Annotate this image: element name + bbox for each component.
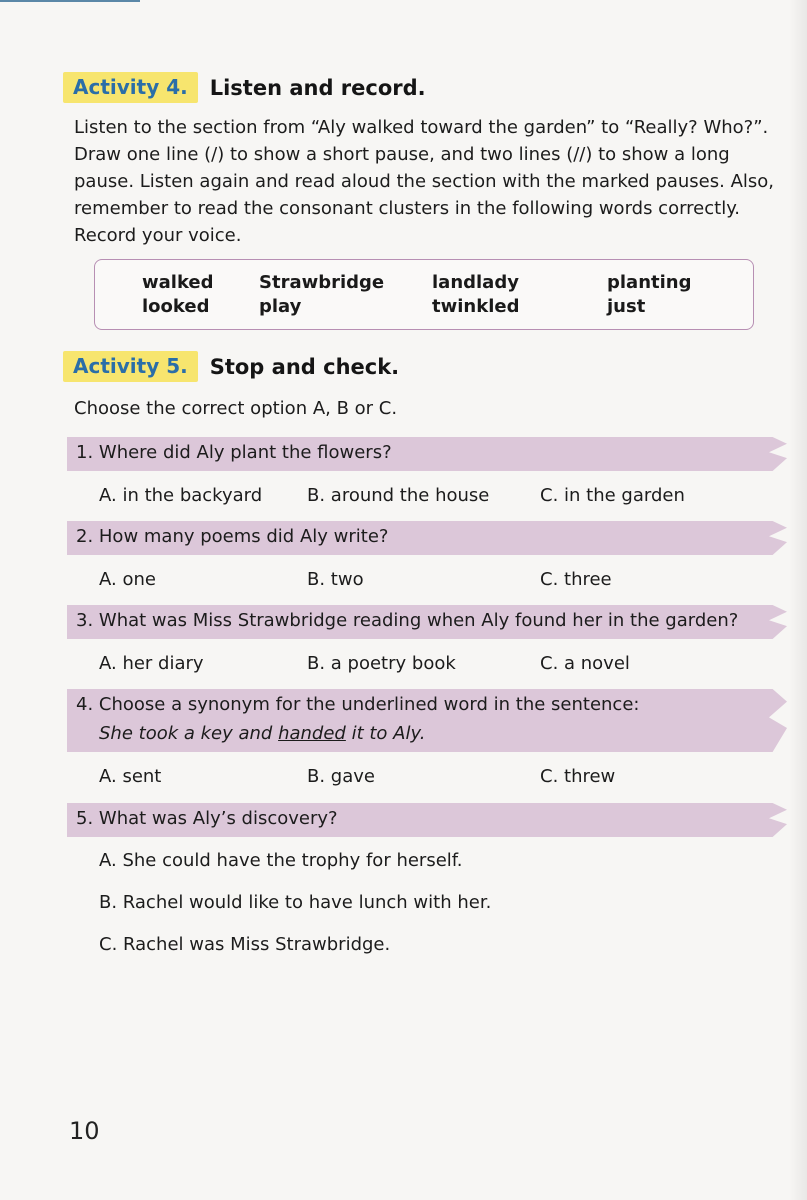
option-a[interactable]: A. one: [99, 569, 156, 590]
word-item: just: [607, 296, 646, 317]
sentence-end: it to Aly.: [345, 723, 426, 744]
activity-5-heading: [63, 351, 399, 382]
activity-5-title: Stop and check.: [209, 354, 400, 379]
question-5-text: 5. What was Aly’s discovery?: [76, 808, 338, 829]
sentence-start: She took a key and: [99, 723, 279, 744]
activity-5-badge: Activity 5.: [63, 351, 198, 382]
instruction-line: Draw one line (/) to show a short pause, and two lines (//) to show a long: [74, 144, 730, 165]
option-c[interactable]: C. Rachel was Miss Strawbridge.: [99, 934, 391, 955]
option-c[interactable]: C. in the garden: [540, 485, 685, 506]
page-number: 10: [69, 1117, 100, 1145]
instruction-line: Listen to the section from “Aly walked toward the garden” to “Really? Who?”.: [74, 117, 769, 138]
option-b[interactable]: B. around the house: [307, 485, 490, 506]
option-a[interactable]: A. in the backyard: [99, 485, 263, 506]
option-b[interactable]: B. a poetry book: [307, 653, 456, 674]
top-rule: [0, 0, 140, 2]
option-a[interactable]: A. her diary: [99, 653, 204, 674]
page-edge-shadow: [789, 0, 807, 1200]
activity-5-instruction: [74, 395, 774, 422]
instruction-line: Record your voice.: [74, 225, 242, 246]
activity-4-badge: Activity 4.: [63, 72, 198, 103]
option-b[interactable]: B. Rachel would like to have lunch with her.: [99, 892, 492, 913]
activity-4-heading: [63, 72, 426, 103]
option-c[interactable]: C. threw: [540, 766, 616, 787]
word-item: landlady: [432, 272, 519, 293]
word-item: play: [259, 296, 302, 317]
activity-4-title: Listen and record.: [209, 75, 426, 100]
question-4-text: 4. Choose a synonym for the underlined word in the sentence:: [76, 694, 640, 715]
instruction-line: Choose the correct option A, B or C.: [74, 398, 398, 419]
question-1-text: 1. Where did Aly plant the flowers?: [76, 442, 392, 463]
word-item: twinkled: [432, 296, 520, 317]
consonant-cluster-word-box: [94, 259, 754, 330]
activity-4-instructions: [74, 114, 774, 249]
word-item: looked: [142, 296, 210, 317]
question-4-sentence: [99, 723, 425, 744]
option-c[interactable]: C. a novel: [540, 653, 630, 674]
option-b[interactable]: B. two: [307, 569, 364, 590]
word-item: walked: [142, 272, 214, 293]
underlined-word: handed: [278, 723, 346, 744]
question-3-text: 3. What was Miss Strawbridge reading when Aly found her in the garden?: [76, 610, 739, 631]
option-c[interactable]: C. three: [540, 569, 612, 590]
instruction-line: pause. Listen again and read aloud the section with the marked pauses. Also,: [74, 171, 775, 192]
question-2-text: 2. How many poems did Aly write?: [76, 526, 389, 547]
word-item: planting: [607, 272, 692, 293]
word-item: Strawbridge: [259, 272, 385, 293]
option-a[interactable]: A. sent: [99, 766, 162, 787]
option-b[interactable]: B. gave: [307, 766, 375, 787]
instruction-line: remember to read the consonant clusters in the following words correctly.: [74, 198, 741, 219]
option-a[interactable]: A. She could have the trophy for herself.: [99, 850, 463, 871]
